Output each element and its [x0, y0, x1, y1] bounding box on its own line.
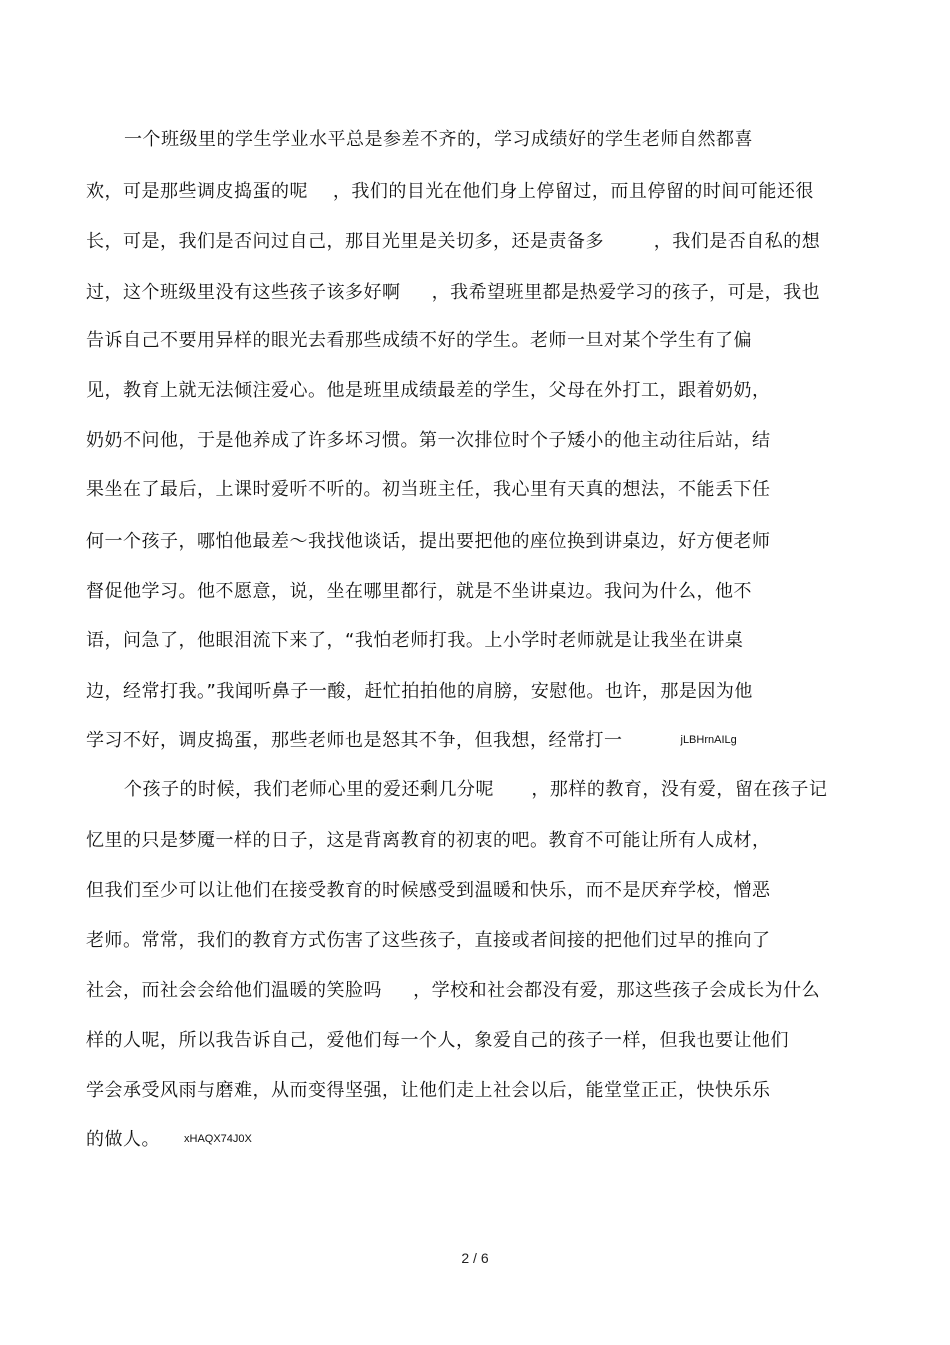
text-line: 学会承受风雨与磨难，从而变得坚强，让他们走上社会以后，能堂堂正正，快快乐乐: [86, 1080, 771, 1101]
text-line: 欢，可是那些调皮捣蛋的呢 ，我们的目光在他们身上停留过，而且停留的时间可能还很: [86, 181, 814, 202]
text-line: 奶奶不问他，于是他养成了许多坏习惯。第一次排位时个子矮小的他主动往后站，结: [86, 430, 771, 451]
text-line: 告诉自己不要用异样的眼光去看那些成绩不好的学生。老师一旦对某个学生有了偏: [86, 330, 752, 351]
text-line: 见，教育上就无法倾注爱心。他是班里成绩最差的学生，父母在外打工，跟着奶奶，: [86, 380, 771, 401]
text-line: 社会，而社会会给他们温暖的笑脸吗 ，学校和社会都没有爱，那这些孩子会成长为什么: [86, 980, 821, 1001]
text-line: [86, 729, 737, 755]
text-line: 语，问急了，他眼泪流下来了，“我怕老师打我。上小学时老师就是让我坐在讲桌: [86, 630, 744, 651]
text-line: 过，这个班级里没有这些孩子该多好啊 ，我希望班里都是热爱学习的孩子，可是，我也: [86, 282, 821, 303]
watermark-code: xHAQX74J0X: [184, 1133, 252, 1145]
text-line-content: 学习不好，调皮捣蛋，那些老师也是怒其不争，但我想，经常打一: [86, 730, 623, 751]
page-number: 2 / 6: [461, 1250, 489, 1266]
text-line: [86, 1128, 252, 1154]
text-line: 果坐在了最后，上课时爱听不听的。初当班主任，我心里有天真的想法，不能丢下任: [86, 479, 771, 500]
text-line: 老师。常常，我们的教育方式伤害了这些孩子，直接或者间接的把他们过早的推向了: [86, 930, 771, 951]
text-line: 样的人呢，所以我告诉自己，爱他们每一个人，象爱自己的孩子一样，但我也要让他们: [86, 1030, 789, 1051]
watermark-code: jLBHrnAILg: [680, 734, 737, 746]
text-line: 长，可是，我们是否问过自己，那目光里是关切多，还是责备多 ，我们是否自私的想: [86, 231, 821, 252]
text-line-content: 的做人。: [86, 1129, 160, 1150]
text-line: 但我们至少可以让他们在接受教育的时候感受到温暖和快乐，而不是厌弃学校，憎恶: [86, 880, 771, 901]
text-line: 一个班级里的学生学业水平总是参差不齐的，学习成绩好的学生老师自然都喜: [124, 129, 753, 150]
text-line: 边，经常打我。”我闻听鼻子一酸，赶忙拍拍他的肩膀，安慰他。也许，那是因为他: [86, 681, 753, 702]
text-line: 个孩子的时候，我们老师心里的爱还剩几分呢 ，那样的教育，没有爱，留在孩子记: [124, 779, 828, 800]
text-line: 何一个孩子，哪怕他最差～我找他谈话，提出要把他的座位换到讲桌边，好方便老师: [86, 531, 771, 552]
text-line: 督促他学习。他不愿意，说，坐在哪里都行，就是不坐讲桌边。我问为什么，他不: [86, 581, 752, 602]
text-line: 忆里的只是梦魇一样的日子，这是背离教育的初衷的吧。教育不可能让所有人成材，: [86, 830, 771, 851]
